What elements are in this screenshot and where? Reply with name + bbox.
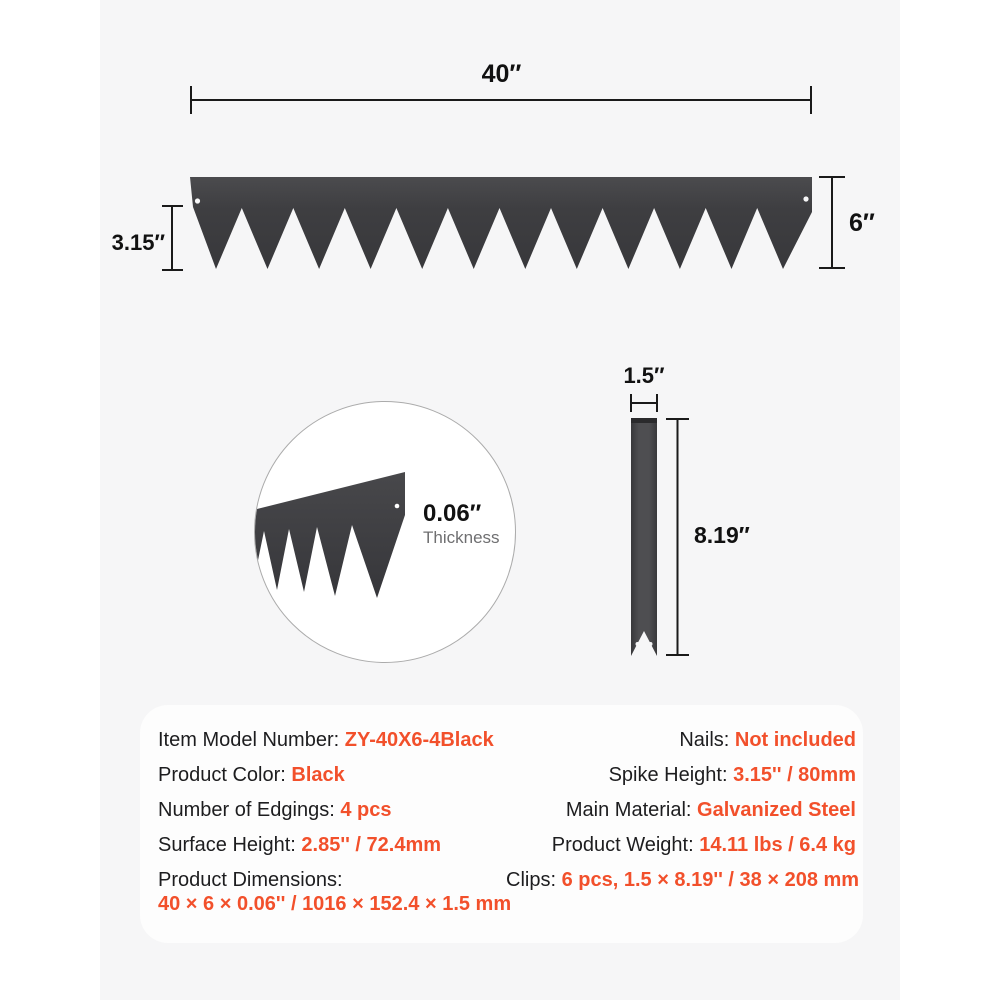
total-height-label: 6″ — [849, 209, 875, 237]
spec-value: 40 × 6 × 0.06'' / 1016 × 152.4 × 1.5 mm — [158, 893, 512, 915]
spec-label: Product Weight: — [551, 834, 700, 856]
clip-diagram — [600, 350, 760, 670]
thickness-value-label: 0.06″ — [423, 500, 482, 527]
spec-label: Nails: — [679, 729, 735, 751]
thickness-caption: Thickness — [423, 528, 500, 547]
edging-width-label: 40″ — [481, 60, 522, 88]
spec-label: Spike Height: — [608, 764, 734, 786]
edging-strip-diagram — [100, 40, 900, 290]
spec-row-main-material — [506, 799, 856, 821]
spec-value: 6 pcs, 1.5 × 8.19'' / 38 × 208 mm — [561, 869, 860, 891]
spec-row-model-number — [158, 729, 503, 751]
spec-value: Black — [291, 764, 345, 786]
total-height-dimension-line — [819, 177, 845, 268]
right-nail-hole — [803, 196, 808, 201]
spec-value: 3.15'' / 80mm — [733, 764, 856, 786]
spec-label: Product Dimensions: — [158, 869, 343, 891]
spec-row-spike-height — [506, 764, 856, 786]
spec-label: Item Model Number: — [158, 729, 345, 751]
spec-value: Galvanized Steel — [697, 799, 856, 821]
clip-hole-right — [649, 642, 653, 646]
clip-height-dimension-line — [666, 419, 689, 655]
clip-width-label: 1.5″ — [623, 363, 665, 388]
spec-label: Main Material: — [565, 799, 698, 821]
clip-width-dimension-line — [631, 394, 657, 412]
spec-panel — [140, 705, 863, 943]
clip-shape — [631, 418, 657, 656]
clip-top-fold — [631, 418, 657, 423]
spec-value: 14.11 lbs / 6.4 kg — [699, 834, 856, 856]
spike-height-dimension-line — [162, 206, 183, 270]
clip-hole-left — [636, 642, 640, 646]
spec-column-right — [506, 729, 860, 904]
left-nail-hole — [195, 198, 200, 203]
spec-column-left — [158, 729, 512, 930]
spec-value: 4 pcs — [340, 799, 392, 821]
spec-label: Surface Height: — [158, 834, 302, 856]
spec-value: 2.85'' / 72.4mm — [301, 834, 442, 856]
spec-row-number-of-edgings — [158, 799, 503, 821]
spec-value: Not included — [734, 729, 856, 751]
spec-label: Product Color: — [158, 764, 292, 786]
spec-row-nails — [506, 729, 856, 751]
spec-row-product-dimensions — [158, 869, 512, 917]
clip-height-label: 8.19″ — [694, 522, 750, 548]
spec-label: Number of Edgings: — [158, 799, 341, 821]
spec-label: Clips: — [506, 869, 562, 891]
edging-strip-shape — [190, 177, 812, 269]
spec-row-product-color — [158, 764, 503, 786]
spec-row-clips — [506, 869, 860, 891]
spec-row-product-weight — [506, 834, 856, 856]
spec-row-surface-height — [158, 834, 503, 856]
spec-value: ZY-40X6-4Black — [344, 729, 494, 751]
width-dimension-line — [191, 86, 811, 114]
spike-height-label: 3.15″ — [111, 230, 165, 255]
